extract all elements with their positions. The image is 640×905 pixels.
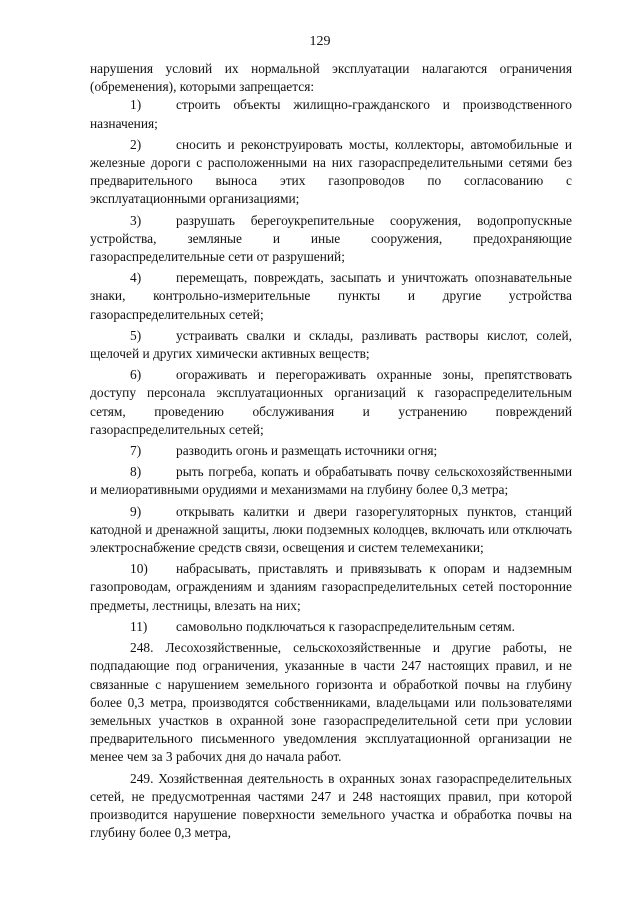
- list-item-text: перемещать, повреждать, засыпать и уничтожать опознавательные знаки, контрольно-измерительные пункты и другие устройства газораспределительных сетей;: [90, 270, 572, 322]
- list-item: [90, 136, 572, 209]
- list-item: [90, 463, 572, 499]
- list-item: [90, 366, 572, 439]
- list-item-number: 11): [130, 618, 148, 634]
- list-item: [90, 442, 572, 460]
- list-item-number: 2): [130, 136, 142, 152]
- list-item-text: сносить и реконструировать мосты, коллекторы, автомобильные и железные дороги с расположенными на них газораспределительными сетями без предварительного выноса этих газопроводов по согласованию с эксплуатационными организациями;: [90, 136, 572, 207]
- list-item-number: 7): [130, 443, 142, 459]
- list-item-number: 3): [130, 212, 142, 228]
- list-item: [90, 327, 572, 363]
- list-item-text: строить объекты жилищно-гражданского и производственного назначения;: [90, 97, 572, 131]
- list-item-text: разрушать берегоукрепительные сооружения, водопропускные устройства, земляные и иные сооружения, предохраняющие газораспределительные сети от разрушений;: [90, 212, 572, 265]
- list-item-number: 10): [130, 561, 148, 577]
- list-item-number: 8): [130, 464, 142, 480]
- list-item-text: огораживать и перегораживать охранные зоны, препятствовать доступу персонала эксплуатационных организаций к газораспределительным сетям, проведению обслуживания и устранению повреждений газораспределительных сетей;: [90, 367, 572, 437]
- section-248-paragraph: 248. Лесохозяйственные, сельскохозяйственные и другие работы, не подпадающие под ограничения, указанные в части 247 настоящих правил, и не связанные с нарушением земельного горизонта и обработкой почвы на глубину более 0,3 метра, производятся собственниками, владельцами или пользователями земельных участков в охранной зоне газораспределительной сети при условии предварительного письменного уведомления эксплуатационной организации не менее чем за 3 рабочих дня до начала работ.: [90, 640, 572, 765]
- list-item-number: 6): [130, 367, 142, 383]
- list-item-number: 1): [130, 97, 142, 113]
- list-item: [90, 503, 572, 558]
- list-item-number: 5): [130, 327, 142, 343]
- list-item-text: устраивать свалки и склады, разливать растворы кислот, солей, щелочей и других химически активных веществ;: [90, 327, 572, 362]
- list-item-text: открывать калитки и двери газорегуляторных пунктов, станций катодной и дренажной защиты, люки подземных колодцев, включать или отключать электроснабжение средств связи, освещения и систем телемеханики;: [90, 503, 572, 556]
- list-item: [90, 618, 572, 636]
- list-item: [90, 269, 572, 324]
- list-item-text: разводить огонь и размещать источники огня;: [176, 443, 438, 459]
- page-number: 129: [309, 34, 331, 49]
- list-item-text: рыть погреба, копать и обрабатывать почву сельскохозяйственными и мелиоративными орудиями и механизмами на глубину более 0,3 метра;: [90, 464, 572, 498]
- document-body: [90, 60, 572, 842]
- list-item-number: 4): [130, 270, 142, 286]
- section-249-paragraph: 249. Хозяйственная деятельность в охранных зонах газораспределительных сетей, не предусмотренная частями 247 и 248 настоящих правил, при которой производится нарушение поверхности земельного участка и обработка почвы на глубину более 0,3 метра,: [90, 770, 572, 841]
- list-item-number: 9): [130, 503, 142, 519]
- list-item-text: самовольно подключаться к газораспределительным сетям.: [176, 618, 515, 634]
- list-item: [90, 96, 572, 132]
- list-item: [90, 560, 572, 615]
- intro-paragraph: нарушения условий их нормальной эксплуатации налагаются ограничения (обременения), которыми запрещается:: [90, 61, 572, 95]
- list-item: [90, 212, 572, 267]
- list-item-text: набрасывать, приставлять и привязывать к опорам и надземным газопроводам, ограждениям и зданиям газораспределительных сетей посторонние предметы, лестницы, влезать на них;: [90, 561, 572, 613]
